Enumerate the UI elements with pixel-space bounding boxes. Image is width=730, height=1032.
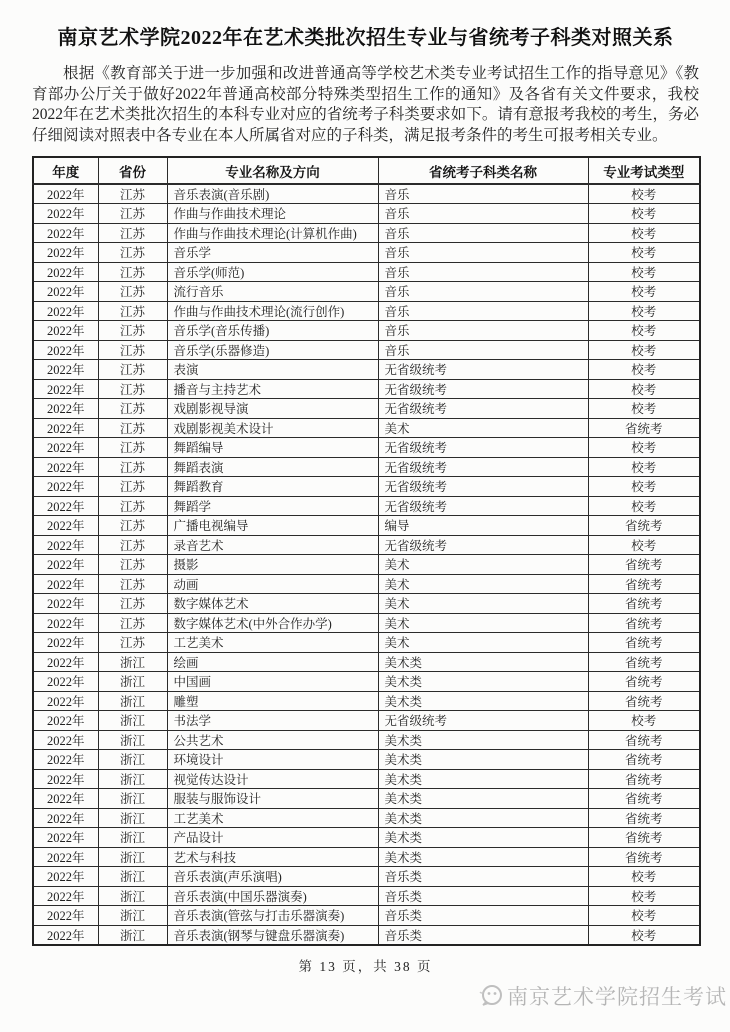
- table-cell: 浙江: [98, 925, 167, 945]
- table-cell: 音乐表演(中国乐器演奏): [167, 886, 378, 906]
- table-cell: 校考: [588, 867, 700, 887]
- table-cell: 江苏: [98, 418, 167, 438]
- table-cell: 江苏: [98, 555, 167, 575]
- table-cell: 音乐: [378, 301, 588, 321]
- table-row: [33, 301, 700, 321]
- table-cell: 江苏: [98, 457, 167, 477]
- table-header: [33, 157, 700, 184]
- table-cell: 公共艺术: [167, 730, 378, 750]
- table-cell: 美术类: [378, 847, 588, 867]
- table-cell: 美术类: [378, 828, 588, 848]
- table-cell: 校考: [588, 340, 700, 360]
- table-cell: 2022年: [33, 925, 98, 945]
- table-cell: 2022年: [33, 496, 98, 516]
- table-cell: 音乐学(乐器修造): [167, 340, 378, 360]
- table-row: [33, 535, 700, 555]
- table-cell: 2022年: [33, 730, 98, 750]
- table-cell: 2022年: [33, 672, 98, 692]
- table-cell: 校考: [588, 321, 700, 341]
- table-cell: 音乐: [378, 204, 588, 224]
- table-cell: 数字媒体艺术: [167, 594, 378, 614]
- table-row: [33, 925, 700, 945]
- table-cell: 江苏: [98, 516, 167, 536]
- table-cell: 雕塑: [167, 691, 378, 711]
- table-row: [33, 769, 700, 789]
- table-cell: 江苏: [98, 340, 167, 360]
- table-cell: 校考: [588, 535, 700, 555]
- table-cell: 校考: [588, 360, 700, 380]
- page-number: 第 13 页，共 38 页: [298, 958, 433, 974]
- table-cell: 校考: [588, 438, 700, 458]
- table-row: [33, 457, 700, 477]
- table-cell: 校考: [588, 243, 700, 263]
- table-cell: 音乐学(师范): [167, 262, 378, 282]
- table-cell: 艺术与科技: [167, 847, 378, 867]
- table-cell: 2022年: [33, 906, 98, 926]
- table-cell: 江苏: [98, 184, 167, 204]
- table-cell: 音乐类: [378, 886, 588, 906]
- table-cell: 音乐: [378, 321, 588, 341]
- table-cell: 美术: [378, 633, 588, 653]
- table-cell: 舞蹈编导: [167, 438, 378, 458]
- table-cell: 江苏: [98, 262, 167, 282]
- table-cell: 校考: [588, 379, 700, 399]
- table-cell: 2022年: [33, 574, 98, 594]
- table-cell: 2022年: [33, 457, 98, 477]
- table-cell: 校考: [588, 886, 700, 906]
- table-cell: 省统考: [588, 789, 700, 809]
- table-cell: 江苏: [98, 399, 167, 419]
- table-cell: 音乐: [378, 243, 588, 263]
- table-cell: 无省级统考: [378, 457, 588, 477]
- table-cell: 音乐: [378, 184, 588, 204]
- table-cell: 美术类: [378, 672, 588, 692]
- table-cell: 2022年: [33, 750, 98, 770]
- table-cell: 无省级统考: [378, 711, 588, 731]
- column-header: 专业名称及方向: [167, 157, 378, 184]
- table-cell: 音乐表演(音乐剧): [167, 184, 378, 204]
- table-row: [33, 282, 700, 302]
- table-row: [33, 691, 700, 711]
- table-cell: 2022年: [33, 438, 98, 458]
- table-cell: 省统考: [588, 555, 700, 575]
- table-cell: 音乐类: [378, 925, 588, 945]
- table-cell: 无省级统考: [378, 360, 588, 380]
- table-cell: 江苏: [98, 321, 167, 341]
- intro-paragraph: 根据《教育部关于进一步加强和改进普通高等学校艺术类专业考试招生工作的指导意见》《教育部办公厅关于做好2022年普通高校部分特殊类型招生工作的通知》及各省有关文件要求，我校2022年在艺术类批次招生的本科专业对应的省统考子科类要求如下。请有意报考我校的考生，务必仔细阅读对照表中各专业在本人所属省对应的子科类，满足报考条件的考生可报考相关专业。: [32, 65, 699, 144]
- table-row: [33, 613, 700, 633]
- page-title: 南京艺术学院2022年在艺术类批次招生专业与省统考子科类对照关系: [57, 27, 674, 49]
- table-cell: 无省级统考: [378, 535, 588, 555]
- table-cell: 戏剧影视美术设计: [167, 418, 378, 438]
- table-cell: 校考: [588, 204, 700, 224]
- table-cell: 作曲与作曲技术理论(流行创作): [167, 301, 378, 321]
- table-cell: 美术类: [378, 691, 588, 711]
- table-cell: 2022年: [33, 399, 98, 419]
- table-row: [33, 262, 700, 282]
- table-cell: 省统考: [588, 574, 700, 594]
- table-cell: 服装与服饰设计: [167, 789, 378, 809]
- table-cell: 2022年: [33, 828, 98, 848]
- table-cell: 美术: [378, 418, 588, 438]
- table-cell: 音乐学(音乐传播): [167, 321, 378, 341]
- table-cell: 2022年: [33, 555, 98, 575]
- table-cell: 美术: [378, 613, 588, 633]
- table-cell: 省统考: [588, 750, 700, 770]
- table-cell: 江苏: [98, 477, 167, 497]
- table-cell: 2022年: [33, 594, 98, 614]
- table-row: [33, 184, 700, 204]
- table-cell: 2022年: [33, 711, 98, 731]
- table-cell: 2022年: [33, 808, 98, 828]
- table-cell: 无省级统考: [378, 438, 588, 458]
- table-row: [33, 340, 700, 360]
- table-cell: 省统考: [588, 769, 700, 789]
- table-row: [33, 828, 700, 848]
- table-cell: 浙江: [98, 691, 167, 711]
- table-cell: 省统考: [588, 691, 700, 711]
- table-cell: 校考: [588, 925, 700, 945]
- table-cell: 浙江: [98, 769, 167, 789]
- table-cell: 浙江: [98, 808, 167, 828]
- table-row: [33, 750, 700, 770]
- table-cell: 音乐: [378, 223, 588, 243]
- table-cell: 浙江: [98, 711, 167, 731]
- table-row: [33, 652, 700, 672]
- table-row: [33, 418, 700, 438]
- table-cell: 音乐: [378, 262, 588, 282]
- table-cell: 舞蹈学: [167, 496, 378, 516]
- table-cell: 校考: [588, 906, 700, 926]
- table-cell: 美术类: [378, 730, 588, 750]
- table-row: [33, 379, 700, 399]
- table-cell: 音乐: [378, 340, 588, 360]
- table-cell: 2022年: [33, 418, 98, 438]
- table-cell: 2022年: [33, 223, 98, 243]
- table-cell: 2022年: [33, 652, 98, 672]
- table-cell: 视觉传达设计: [167, 769, 378, 789]
- table-cell: 省统考: [588, 613, 700, 633]
- table-cell: 校考: [588, 301, 700, 321]
- table-cell: 省统考: [588, 633, 700, 653]
- table-cell: 环境设计: [167, 750, 378, 770]
- table-row: [33, 223, 700, 243]
- table-cell: 2022年: [33, 847, 98, 867]
- table-row: [33, 711, 700, 731]
- table-body: [33, 184, 700, 945]
- table-cell: 江苏: [98, 301, 167, 321]
- table-cell: 工艺美术: [167, 808, 378, 828]
- table-cell: 校考: [588, 496, 700, 516]
- table-cell: 流行音乐: [167, 282, 378, 302]
- table-cell: 省统考: [588, 652, 700, 672]
- table-cell: 广播电视编导: [167, 516, 378, 536]
- table-cell: 浙江: [98, 828, 167, 848]
- table-cell: 2022年: [33, 282, 98, 302]
- table-cell: 绘画: [167, 652, 378, 672]
- table-cell: 数字媒体艺术(中外合作办学): [167, 613, 378, 633]
- table-cell: 江苏: [98, 633, 167, 653]
- table-cell: 校考: [588, 184, 700, 204]
- table-cell: 2022年: [33, 360, 98, 380]
- table-cell: 音乐表演(管弦与打击乐器演奏): [167, 906, 378, 926]
- table-row: [33, 906, 700, 926]
- table-cell: 音乐表演(声乐演唱): [167, 867, 378, 887]
- table-cell: 2022年: [33, 301, 98, 321]
- table-cell: 工艺美术: [167, 633, 378, 653]
- table-cell: 书法学: [167, 711, 378, 731]
- table-cell: 2022年: [33, 516, 98, 536]
- table-cell: 江苏: [98, 223, 167, 243]
- table-row: [33, 516, 700, 536]
- table-cell: 2022年: [33, 633, 98, 653]
- table-cell: 省统考: [588, 516, 700, 536]
- table-cell: 作曲与作曲技术理论(计算机作曲): [167, 223, 378, 243]
- table-row: [33, 438, 700, 458]
- table-cell: 美术: [378, 555, 588, 575]
- table-cell: 省统考: [588, 672, 700, 692]
- table-row: [33, 594, 700, 614]
- table-cell: 校考: [588, 457, 700, 477]
- watermark-text: 南京艺术学院招生考试: [507, 985, 727, 1009]
- table-cell: 美术类: [378, 750, 588, 770]
- table-cell: 摄影: [167, 555, 378, 575]
- table-cell: 江苏: [98, 613, 167, 633]
- table-cell: 美术类: [378, 808, 588, 828]
- table-cell: 美术类: [378, 652, 588, 672]
- table-cell: 表演: [167, 360, 378, 380]
- table-cell: 江苏: [98, 594, 167, 614]
- table-cell: 2022年: [33, 204, 98, 224]
- table-cell: 江苏: [98, 282, 167, 302]
- table-cell: 浙江: [98, 750, 167, 770]
- table-cell: 江苏: [98, 243, 167, 263]
- table-row: [33, 477, 700, 497]
- table-cell: 2022年: [33, 379, 98, 399]
- table-row: [33, 867, 700, 887]
- table-row: [33, 672, 700, 692]
- table-cell: 2022年: [33, 789, 98, 809]
- table-cell: 2022年: [33, 262, 98, 282]
- table-cell: 省统考: [588, 730, 700, 750]
- table-cell: 江苏: [98, 496, 167, 516]
- table-cell: 省统考: [588, 594, 700, 614]
- table-row: [33, 555, 700, 575]
- watermark: [478, 981, 727, 1011]
- column-header: 专业考试类型: [588, 157, 700, 184]
- table-cell: 美术: [378, 574, 588, 594]
- table-cell: 校考: [588, 477, 700, 497]
- table-cell: 浙江: [98, 672, 167, 692]
- table-cell: 2022年: [33, 691, 98, 711]
- table-cell: 浙江: [98, 906, 167, 926]
- table-row: [33, 204, 700, 224]
- table-cell: 2022年: [33, 184, 98, 204]
- table-row: [33, 730, 700, 750]
- table-cell: 2022年: [33, 340, 98, 360]
- wechat-logo-icon: [478, 983, 504, 1009]
- table-cell: 播音与主持艺术: [167, 379, 378, 399]
- table-cell: 2022年: [33, 867, 98, 887]
- table-cell: 江苏: [98, 360, 167, 380]
- table-cell: 校考: [588, 262, 700, 282]
- table-cell: 浙江: [98, 847, 167, 867]
- table-cell: 省统考: [588, 828, 700, 848]
- table-cell: 江苏: [98, 574, 167, 594]
- table-cell: 舞蹈表演: [167, 457, 378, 477]
- table-cell: 校考: [588, 282, 700, 302]
- table-cell: 2022年: [33, 769, 98, 789]
- table-row: [33, 360, 700, 380]
- table-row: [33, 321, 700, 341]
- table-cell: 录音艺术: [167, 535, 378, 555]
- column-header: 省统考子科类名称: [378, 157, 588, 184]
- table-cell: 舞蹈教育: [167, 477, 378, 497]
- table-row: [33, 496, 700, 516]
- table-cell: 编导: [378, 516, 588, 536]
- table-cell: 浙江: [98, 652, 167, 672]
- table-row: [33, 886, 700, 906]
- table-cell: 校考: [588, 223, 700, 243]
- header-row: [33, 157, 700, 184]
- table-cell: 江苏: [98, 204, 167, 224]
- table-cell: 动画: [167, 574, 378, 594]
- table-row: [33, 789, 700, 809]
- table-cell: 江苏: [98, 379, 167, 399]
- table-cell: 浙江: [98, 789, 167, 809]
- table-cell: 作曲与作曲技术理论: [167, 204, 378, 224]
- comparison-table: [32, 156, 701, 946]
- table-cell: 2022年: [33, 477, 98, 497]
- table-cell: 无省级统考: [378, 399, 588, 419]
- column-header: 年度: [33, 157, 98, 184]
- table-cell: 2022年: [33, 535, 98, 555]
- table-cell: 2022年: [33, 321, 98, 341]
- table-cell: 美术类: [378, 789, 588, 809]
- column-header: 省份: [98, 157, 167, 184]
- table-cell: 中国画: [167, 672, 378, 692]
- table-cell: 江苏: [98, 535, 167, 555]
- table-cell: 校考: [588, 399, 700, 419]
- table-cell: 无省级统考: [378, 477, 588, 497]
- table-cell: 2022年: [33, 613, 98, 633]
- table-cell: 浙江: [98, 730, 167, 750]
- table-cell: 江苏: [98, 438, 167, 458]
- table-cell: 2022年: [33, 886, 98, 906]
- table-cell: 音乐: [378, 282, 588, 302]
- table-cell: 无省级统考: [378, 496, 588, 516]
- table-cell: 2022年: [33, 243, 98, 263]
- table-cell: 无省级统考: [378, 379, 588, 399]
- table-row: [33, 243, 700, 263]
- table-row: [33, 808, 700, 828]
- table-row: [33, 574, 700, 594]
- table-cell: 美术类: [378, 769, 588, 789]
- table-cell: 省统考: [588, 808, 700, 828]
- table-cell: 产品设计: [167, 828, 378, 848]
- table-cell: 音乐类: [378, 906, 588, 926]
- table-cell: 美术: [378, 594, 588, 614]
- table-cell: 音乐表演(钢琴与键盘乐器演奏): [167, 925, 378, 945]
- table-cell: 戏剧影视导演: [167, 399, 378, 419]
- table-cell: 音乐类: [378, 867, 588, 887]
- table-cell: 浙江: [98, 886, 167, 906]
- table-cell: 浙江: [98, 867, 167, 887]
- table-cell: 省统考: [588, 847, 700, 867]
- table-cell: 校考: [588, 711, 700, 731]
- table-cell: 省统考: [588, 418, 700, 438]
- table-row: [33, 633, 700, 653]
- table-cell: 音乐学: [167, 243, 378, 263]
- table-row: [33, 847, 700, 867]
- table-row: [33, 399, 700, 419]
